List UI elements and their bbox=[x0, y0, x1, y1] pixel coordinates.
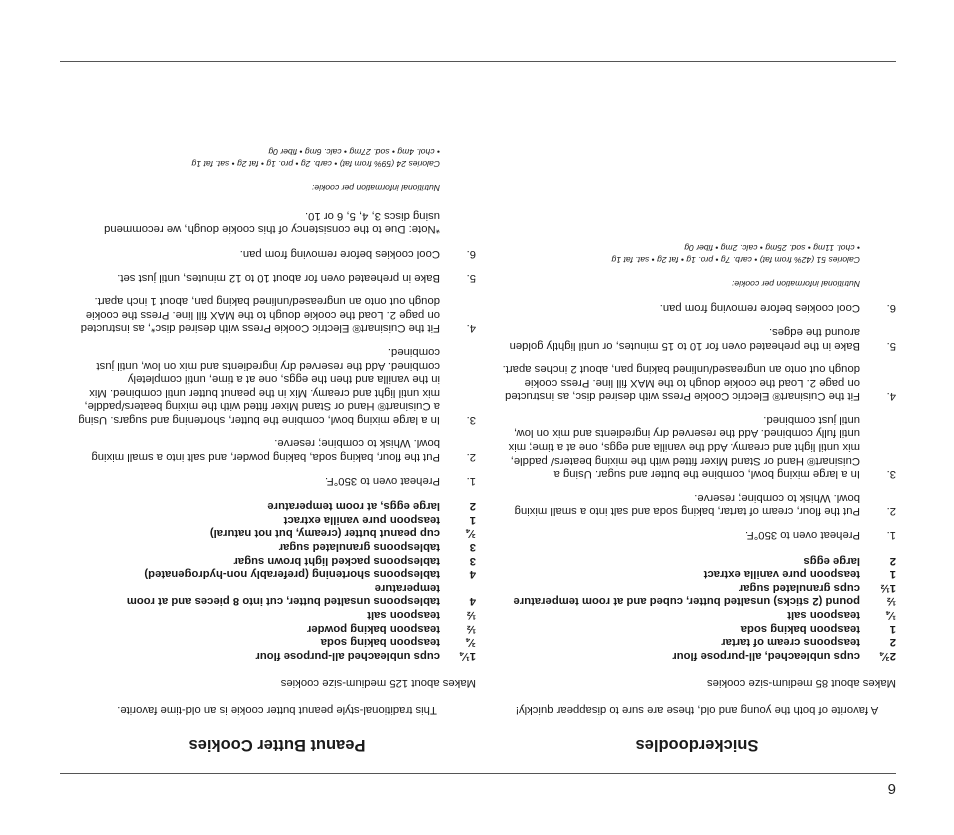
ingredient-text: large eggs, at room temperature bbox=[267, 500, 440, 513]
ingredient-qty: 4 bbox=[469, 595, 476, 608]
step-item bbox=[498, 362, 896, 403]
nutrition-info bbox=[498, 242, 860, 290]
ingredient-item bbox=[498, 648, 896, 662]
ingredient-qty: 2¾ bbox=[880, 649, 896, 662]
nutrition-info bbox=[78, 146, 440, 194]
recipe-title: Peanut Butter Cookies bbox=[188, 736, 366, 754]
ingredient-item bbox=[78, 567, 476, 581]
ingredient-item bbox=[498, 580, 896, 594]
recipe-peanut-butter-cookies bbox=[78, 146, 476, 755]
step-text: Cool cookies before removing from pan. bbox=[659, 302, 860, 315]
step-text: Bake in the preheated oven for 10 to 15 minutes, or until lightly golden around the edges. bbox=[509, 325, 860, 352]
step-item bbox=[78, 246, 476, 260]
ingredient-qty: ¼ bbox=[886, 609, 896, 622]
step-number: 2. bbox=[466, 451, 476, 464]
ingredient-qty: 2 bbox=[889, 554, 896, 567]
recipe-intro: This traditional-style peanut butter cookie is an old-time favorite. bbox=[117, 704, 437, 716]
ingredient-qty: 3 bbox=[469, 541, 476, 554]
step-item bbox=[498, 324, 896, 351]
step-item bbox=[78, 270, 476, 284]
recipe-yield: Makes about 85 medium-size cookies bbox=[707, 677, 896, 690]
nutrition-line: • chol. 4mg • sod. 27mg • calc. 6mg • fiber 0g bbox=[268, 147, 440, 158]
step-number: 1. bbox=[466, 474, 476, 487]
ingredient-text: cups granulated sugar bbox=[738, 581, 860, 594]
ingredient-qty: 4 bbox=[469, 568, 476, 581]
step-number: 6. bbox=[886, 302, 896, 315]
ingredient-item bbox=[498, 594, 896, 608]
ingredient-qty: ½ bbox=[886, 595, 896, 608]
step-item bbox=[78, 436, 476, 463]
step-number: 3. bbox=[466, 413, 476, 426]
ingredient-item bbox=[78, 553, 476, 567]
ingredient-text: cups unbleached, all-purpose flour bbox=[672, 649, 860, 662]
step-number: 1. bbox=[886, 529, 896, 542]
page-number: 6 bbox=[887, 780, 896, 797]
step-text: Fit the Cuisinart® Electric Cookie Press with desired disc*, as instructed on page 2. Load the cookie dough to the MAX fill line. Press the cookie dough out onto an ungreased/unlined baking pan, about 1 inch apart. bbox=[80, 295, 440, 335]
ingredient-item bbox=[78, 580, 476, 607]
ingredient-qty: ½ bbox=[466, 609, 476, 622]
step-text: Preheat oven to 350°F. bbox=[324, 474, 440, 487]
step-text: Fit the Cuisinart® Electric Cookie Press with desired disc, as instructed on page 2. Load the cookie dough to the MAX fill line. Press cookie dough out onto an ungreased/unlined baking pan, about 2 inches apart. bbox=[502, 363, 860, 403]
ingredient-qty: ½ bbox=[466, 622, 476, 635]
ingredient-text: tablespoons shortening (preferably non-hydrogenated) bbox=[144, 568, 440, 581]
step-item bbox=[498, 412, 896, 480]
ingredient-qty: 1¼ bbox=[460, 649, 476, 662]
ingredient-text: teaspoon baking soda bbox=[740, 622, 860, 635]
ingredient-text: tablespoons granulated sugar bbox=[278, 541, 440, 554]
ingredient-text: tablespoons packed light brown sugar bbox=[233, 554, 440, 567]
step-list bbox=[78, 246, 476, 486]
step-number: 5. bbox=[466, 271, 476, 284]
step-number: 4. bbox=[466, 322, 476, 335]
top-rule bbox=[60, 773, 896, 774]
ingredient-item bbox=[78, 635, 476, 649]
ingredient-qty: 1 bbox=[889, 622, 896, 635]
ingredient-text: tablespoons unsalted butter, cut into 8 pieces and at room temperature bbox=[126, 581, 440, 608]
recipe-snickerdoodles bbox=[498, 242, 896, 755]
step-item bbox=[78, 344, 476, 426]
ingredient-qty: 2 bbox=[889, 636, 896, 649]
ingredient-item bbox=[78, 539, 476, 553]
ingredient-item bbox=[498, 635, 896, 649]
step-number: 3. bbox=[886, 468, 896, 481]
ingredient-qty: 1 bbox=[469, 513, 476, 526]
ingredient-text: teaspoon baking soda bbox=[320, 636, 440, 649]
step-list bbox=[498, 301, 896, 541]
ingredient-text: teaspoon salt bbox=[367, 609, 440, 622]
ingredient-item bbox=[78, 526, 476, 540]
step-text: Preheat oven to 350°F. bbox=[744, 529, 860, 542]
step-number: 5. bbox=[886, 339, 896, 352]
ingredient-text: large eggs bbox=[803, 554, 860, 567]
nutrition-line: Calories 24 (59% from fat) • carb. 2g • pro. 1g • fat 2g • sat. fat 1g bbox=[191, 159, 440, 170]
nutrition-label: Nutritional information per cookie: bbox=[311, 183, 440, 194]
step-text: Put the flour, baking soda, baking powder, and salt into a small mixing bowl. Whisk to combine; reserve. bbox=[91, 437, 440, 464]
step-item bbox=[78, 294, 476, 335]
step-text: In a large mixing bowl, combine the butter, shortening and sugars. Using a Cuisinart® Hand or Stand Mixer fitted with the mixing beaters/paddle, mix until light and creamy. Mix in the peanut butter until combined. Mix in the vanilla and then the eggs, one at a time, until completely combined. Add the reserved dry ingredients and mix on low, until just combined. bbox=[78, 345, 440, 426]
step-item bbox=[498, 490, 896, 517]
ingredient-qty: ¾ bbox=[466, 636, 476, 649]
ingredient-qty: 1½ bbox=[880, 581, 896, 594]
ingredient-text: teaspoon pure vanilla extract bbox=[703, 568, 860, 581]
step-item bbox=[78, 473, 476, 487]
step-text: In a large mixing bowl, combine the butter and sugar. Using a Cuisinart® Hand or Stand Mixer fitted with the mixing beaters/ paddle, mix until light and creamy. Add the vanilla and eggs, one at a time; mix until fully combined. Add the reserved dry ingredients and mix on low, until just combined. bbox=[508, 413, 860, 481]
ingredient-qty: ¾ bbox=[466, 527, 476, 540]
nutrition-line: Calories 51 (42% from fat) • carb. 7g • pro. 1g • fat 2g • sat. fat 1g bbox=[611, 254, 860, 265]
ingredient-list bbox=[78, 499, 476, 662]
step-number: 6. bbox=[466, 247, 476, 260]
ingredient-text: cups unbleached all-purpose flour bbox=[255, 649, 440, 662]
step-item bbox=[498, 301, 896, 315]
ingredient-text: teaspoon baking powder bbox=[306, 622, 440, 635]
ingredient-item bbox=[498, 621, 896, 635]
ingredient-item bbox=[498, 553, 896, 567]
ingredient-qty: 3 bbox=[469, 554, 476, 567]
ingredient-text: teaspoon pure vanilla extract bbox=[283, 513, 440, 526]
ingredient-text: teaspoons cream of tartar bbox=[721, 636, 860, 649]
ingredient-item bbox=[498, 607, 896, 621]
step-text: Cool cookies before removing from pan. bbox=[239, 247, 440, 260]
ingredient-item bbox=[78, 621, 476, 635]
ingredient-item bbox=[498, 567, 896, 581]
recipe-title: Snickerdoodles bbox=[635, 736, 759, 754]
ingredient-text: cup peanut butter (creamy, but not natural) bbox=[209, 527, 440, 540]
step-number: 2. bbox=[886, 505, 896, 518]
ingredient-text: teaspoon salt bbox=[787, 609, 860, 622]
step-text: Bake in preheated oven for about 10 to 12 minutes, until just set. bbox=[117, 271, 440, 284]
nutrition-label: Nutritional information per cookie: bbox=[731, 278, 860, 289]
step-text: Put the flour, cream of tartar, baking soda and salt into a small mixing bowl. Whisk to combine; reserve. bbox=[514, 491, 860, 518]
bottom-rule bbox=[60, 61, 896, 62]
ingredient-list bbox=[498, 553, 896, 662]
step-number: 4. bbox=[886, 390, 896, 403]
ingredient-item bbox=[78, 499, 476, 513]
ingredient-text: pound (2 sticks) unsalted butter, cubed and at room temperature bbox=[513, 595, 860, 608]
ingredient-item bbox=[78, 512, 476, 526]
recipe-note: *Note: Due to the consistency of this cookie dough, we recommend using discs 3, 4, 5, 6 or 10. bbox=[104, 209, 440, 236]
ingredient-item bbox=[78, 648, 476, 662]
nutrition-line: • chol. 11mg • sod. 25mg • calc. 2mg • fiber 0g bbox=[684, 242, 860, 253]
ingredient-item bbox=[78, 607, 476, 621]
recipe-yield: Makes about 125 medium-size cookies bbox=[280, 677, 476, 690]
ingredient-qty: 2 bbox=[469, 500, 476, 513]
step-item bbox=[498, 527, 896, 541]
recipe-intro: A favorite of both the young and old, these are sure to disappear quickly! bbox=[515, 704, 879, 716]
ingredient-qty: 1 bbox=[889, 568, 896, 581]
